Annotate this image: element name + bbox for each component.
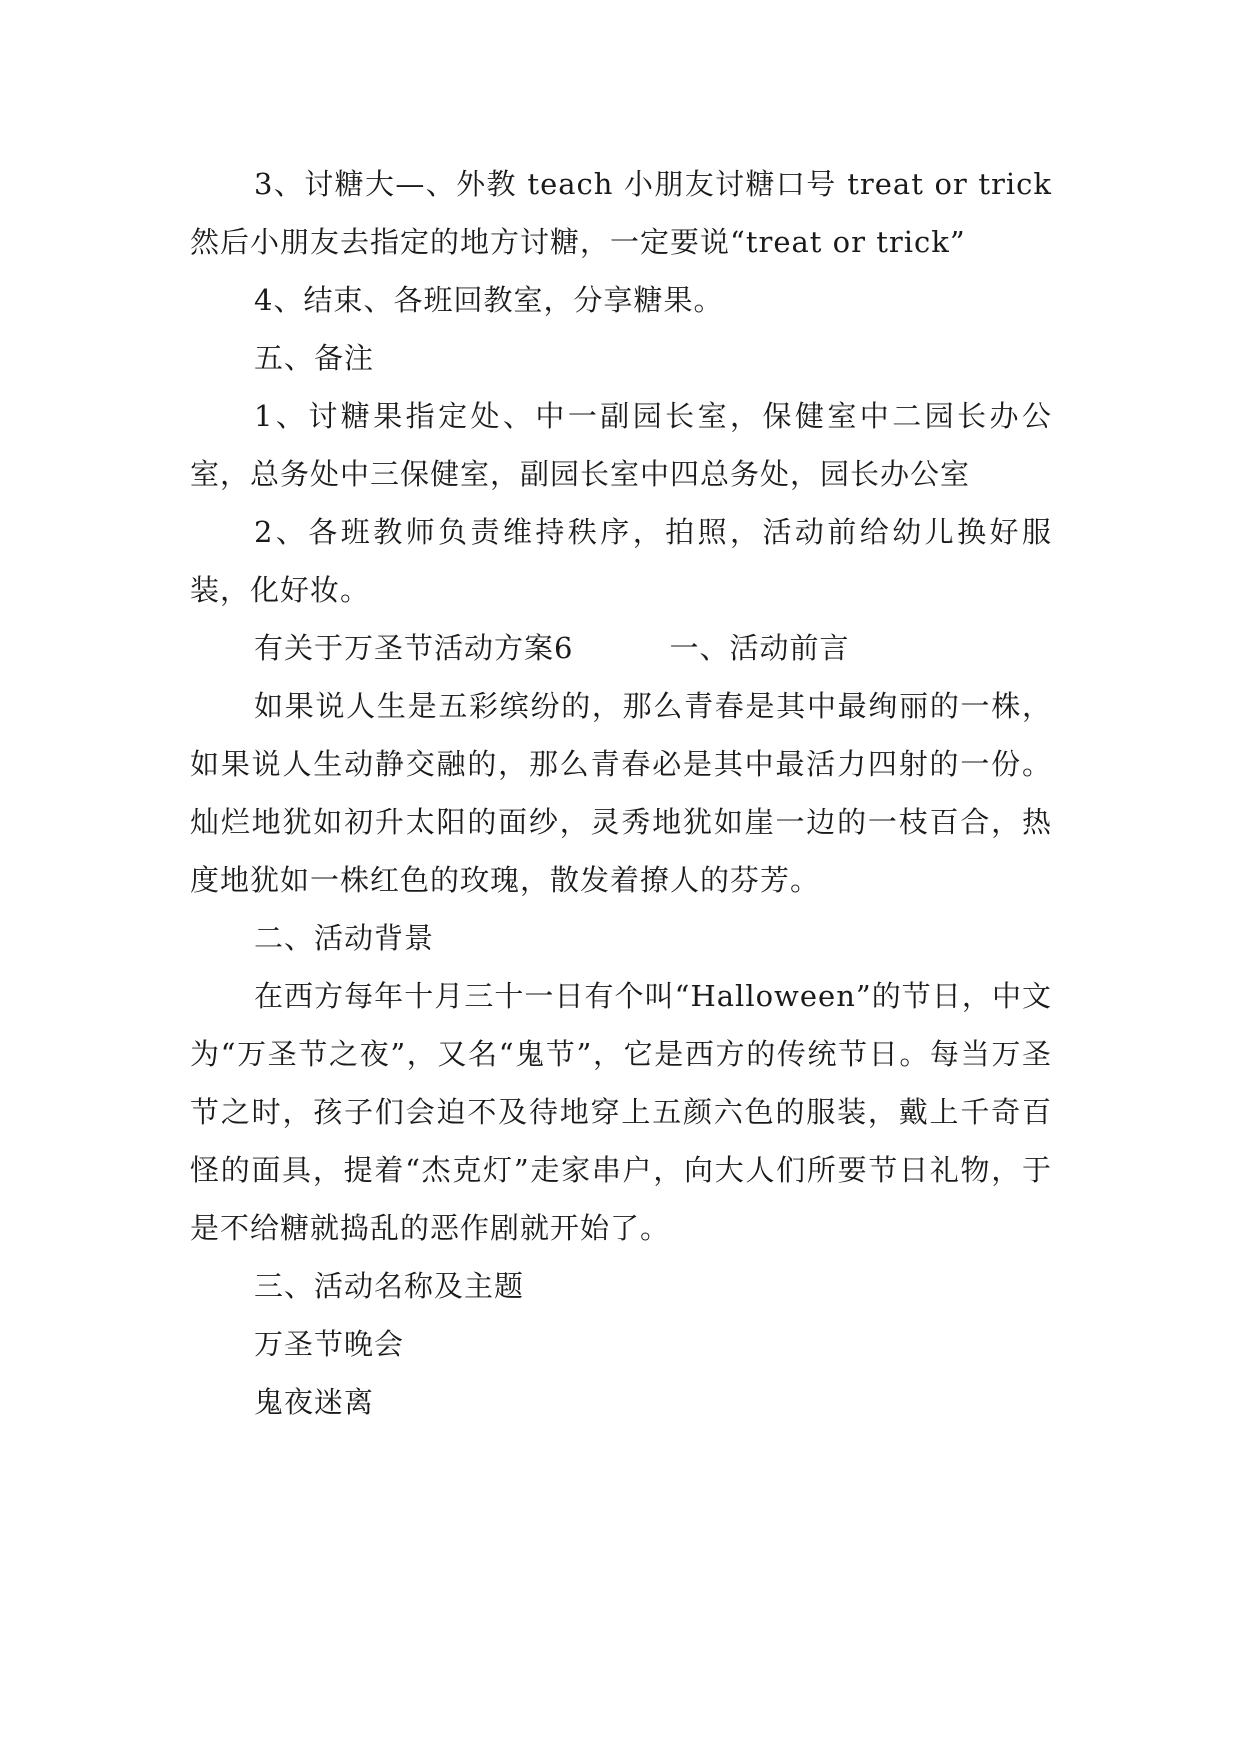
paragraph-background: 在西方每年十月三十一日有个叫“Halloween”的节日，中文为“万圣节之夜”，又名“鬼节”，它是西方的传统节日。每当万圣节之时，孩子们会迫不及待地穿上五颜六色的服装，戴上千奇百怪的面具，提着“杰克灯”走家串户，向大人们所要节日礼物，于是不给糖就捣乱的恶作剧就开始了。 [190,979,1052,1245]
document-body [190,155,1052,1431]
paragraph-preface: 如果说人生是五彩缤纷的，那么青春是其中最绚丽的一株，如果说人生动静交融的，那么青春必是其中最活力四射的一份。灿烂地犹如初升太阳的面纱，灵秀地犹如崖一边的一枝百合，热度地犹如一株红色的玫瑰，散发着撩人的芬芳。 [190,689,1052,897]
paragraph-note-2: 2、各班教师负责维持秩序，拍照，活动前给幼儿换好服装，化好妆。 [190,515,1052,607]
paragraph-step-4: 4、结束、各班回教室，分享糖果。 [254,283,724,317]
section-heading-preface: 一、活动前言 [669,631,850,665]
paragraph-step-3: 3、讨糖大—、外教 teach 小朋友讨糖口号 treat or trick 然后小朋友去指定的地方讨糖，一定要说“treat or trick” [190,167,1052,259]
paragraph-note-1: 1、讨糖果指定处、中一副园长室，保健室中二园长办公室，总务处中三保健室，副园长室中四总务处，园长办公室 [190,399,1052,491]
plan-title-line [190,619,1052,677]
event-theme: 鬼夜迷离 [254,1385,375,1419]
section-heading-notes: 五、备注 [254,341,375,375]
plan-title: 有关于万圣节活动方案6 [254,631,574,665]
event-name: 万圣节晚会 [254,1327,405,1361]
section-heading-name-theme: 三、活动名称及主题 [254,1269,525,1303]
section-heading-background: 二、活动背景 [254,921,435,955]
